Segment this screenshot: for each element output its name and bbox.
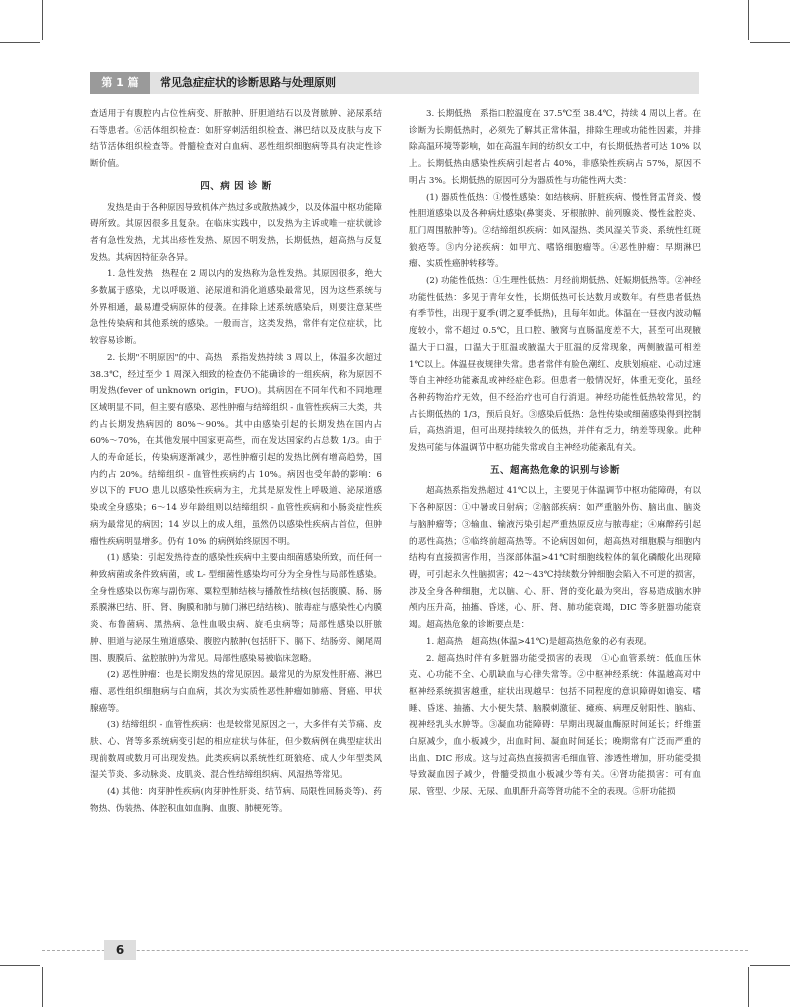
- paragraph: 查适用于有腹腔内占位性病变、肝脓肿、肝胆道结石以及肾脓肿、泌尿系结石等患者。⑥活体组织检查：如肝穿刺活组织检查、淋巴结以及皮肤与皮下结节活体组织检查等。骨髓检查对白血病、恶性组织细胞病等具有决定性诊断价值。: [90, 109, 382, 170]
- paragraph: (3) 结缔组织 - 血管性疾病：也是较常见原因之一，大多伴有关节痛、皮肤、心、肾等多系统病变引起的相应症状与体征，但少数病例在典型症状出现前数周或数月可出现发热。此类疾病以系统性红斑狼疮、成人少年型类风湿关节炎、多动脉炎、皮肌炎、混合性结缔组织病、风湿热等常见。: [90, 720, 382, 781]
- crop-mark: [750, 42, 790, 43]
- crop-mark: [0, 42, 40, 43]
- footer-rule: [42, 950, 748, 951]
- chapter-title: 常见急症症状的诊断思路与处理原则: [160, 76, 336, 89]
- crop-mark: [42, 967, 43, 1007]
- paragraph: 2. 长期"不明原因"的中、高热 系指发热持续 3 周以上，体温多次超过 38.3℃，经过至少 1 周深入细致的检查仍不能确诊的一组疾病，称为原因不明发热(fever of unknown origin，FUO)。其病因在不同年代和不同地理区域明显不同，但主要有感染、恶性肿瘤与结缔组织 - 血管性疾病三大类，共约占长期发热病因的 80%～90%。其中由感染引起的长期发热在国内占 60%～70%，在其他发展中国家更高些，而在发达国家约占总数 1/3。由于人的寿命延长，传染病逐渐减少，恶性肿瘤引起的发热比例有增高趋势，国内约占 20%。结缔组织 - 血管性疾病约占 10%。病因也受年龄的影响：6 岁以下的 FUO 患儿以感染性疾病为主，尤其是原发性上呼吸道、泌尿道感染或全身感染；6～14 岁年龄组则以结缔组织 - 血管性疾病和小肠炎症性疾病为最常见的病因；14 岁以上的成人组，虽然仍以感染性疾病占首位，但肿瘤性疾病明显增多。仍有 10% 的病例始终原因不明。: [90, 352, 382, 547]
- page-number: 6: [104, 940, 136, 960]
- paragraph: (2) 恶性肿瘤：也是长期发热的常见原因。最常见的为原发性肝癌、淋巴瘤、恶性组织细胞病与白血病，其次为实质性恶性肿瘤如肺癌、肾癌、甲状腺癌等。: [90, 670, 382, 714]
- paragraph: (1) 器质性低热：①慢性感染：如结核病、肝脏疾病、慢性肾盂肾炎、慢性胆道感染以及各种病灶感染(鼻窦炎、牙根脓肿、前列腺炎、慢性盆腔炎、肛门周围脓肿等)。②结缔组织疾病：如风湿热、类风湿关节炎、系统性红斑狼疮等。③内分泌疾病：如甲亢、嗜铬细胞瘤等。④恶性肿瘤：早期淋巴瘤、实质性癌肿转移等。: [409, 192, 701, 270]
- paragraph: 1. 急性发热 热程在 2 周以内的发热称为急性发热。其原因很多，绝大多数属于感染，尤以呼吸道、泌尿道和消化道感染最常见，因为这些系统与外界相通，最易遭受病原体的侵袭。在排除上述系统感染后，则要注意某些急性传染病和其他系统的感染。一般而言，这类发热，常伴有定位症状，比较容易诊断。: [90, 269, 382, 347]
- paragraph: (1) 感染：引起发热待查的感染性疾病中主要由细菌感染所致，而任何一种致病菌或条件致病菌，或 L- 型细菌性感染均可分为全身性与局部性感染。全身性感染以伤寒与副伤寒、粟粒型肺结核与播散性结核(包括腹膜、肠、肠系膜淋巴结、肝、肾、胸膜和肺与肺门淋巴结结核)、脓毒症与感染性心内膜炎、布鲁菌病、黑热病、急性血吸虫病、旋毛虫病等；局部性感染以肝脓肿、胆道与泌尿生殖道感染、腹腔内脓肿(包括肝下、膈下、结肠旁、阑尾周围、腹膜后、盆腔脓肿)为常见。局部性感染易被临床忽略。: [90, 553, 382, 664]
- section-heading: 五、超高热危象的识别与诊断: [489, 464, 620, 476]
- crop-mark: [0, 965, 40, 966]
- paragraph: 3. 长期低热 系指口腔温度在 37.5℃至 38.4℃，持续 4 周以上者。在诊断为长期低热时，必须先了解其正常体温，排除生理或功能性因素，并排除高温环境等影响，如在高温车间的纺织女工中，有长期低热者可达 10% 以上。长期低热由感染性疾病引起者占 40%，非感染性疾病占 57%，原因不明占 3%。长期低热的原因可分为器质性与功能性两大类：: [409, 109, 701, 186]
- paragraph: 发热是由于各种原因导致机体产热过多或散热减少，以及体温中枢功能障碍所致。其原因很多且复杂。在临床实践中，以发热为主诉或唯一症状就诊者有急性发热，尤其出疹性发热、原因不明发热，长期低热，超高热与反复发热。其病因特征杂各异。: [90, 202, 383, 263]
- crop-mark: [748, 967, 749, 1007]
- right-column: [409, 106, 701, 801]
- paragraph: 2. 超高热时伴有多脏器功能受损害的表现 ①心血管系统：低血压休克、心功能不全、心肌缺血与心律失常等。②中枢神经系统：体温越高对中枢神经系统损害越重，症状出现越早：包括不同程度的意识障碍如谵妄、嗜睡、昏迷、抽搐、大小便失禁、脑膜刺激征、瘫痪、病理反射阳性、脑疝、视神经乳头水肿等。③凝血功能障碍：早期出现凝血酶原时间延长；纤维蛋白原减少，血小板减少，出血时间、凝血时间延长；晚期常有广泛而严重的出血、DIC 形成。这与过高热直接损害毛细血管、渗透性增加，肝功能受损导致凝血因子减少，骨髓受损血小板减少等有关。④肾功能损害：可有血尿、管型、少尿、无尿、血肌酐升高等肾功能不全的表现。⑤肝功能损: [409, 653, 701, 798]
- paragraph: 超高热系指发热超过 41℃以上，主要见于体温调节中枢功能障碍，有以下各种原因：①中暑或日射病；②脑部疾病：如严重脑外伤、脑出血、脑炎与脑肿瘤等；③输血、输液污染引起严重热原反应与脓毒症；④麻醉药引起的恶性高热；⑤临终前超高热等。不论病因如何，超高热对细胞膜与细胞内结构有直接损害作用，当深部体温>41℃时细胞线粒体的氧化磷酸化出现障碍，可引起永久性脑损害；42～43℃持续数分钟细胞会陷入不可逆的损害，涉及全身各种细胞，尤以脑、心、肝、肾的变化最为突出，容易造成脑水肿颅内压升高，抽搐、昏迷，心、肝、肾、肺功能衰竭，DIC 等多脏器功能衰竭。超高热危象的诊断要点是：: [409, 486, 701, 631]
- paragraph: (4) 其他：肉芽肿性疾病(肉芽肿性肝炎、结节病、局限性回肠炎等)、药物热、伪装热、体腔积血如血胸、血腹、肺梗死等。: [90, 787, 382, 814]
- paragraph: 1. 超高热 超高热(体温>41℃)是超高热危象的必有表现。: [426, 636, 652, 647]
- chapter-label: 第 1 篇: [90, 72, 150, 94]
- left-column: [90, 106, 382, 818]
- crop-mark: [748, 0, 749, 40]
- crop-mark: [42, 0, 43, 40]
- paragraph: (2) 功能性低热：①生理性低热：月经前期低热、妊娠期低热等。②神经功能性低热：多见于青年女性，长期低热可长达数月或数年。有些患者低热有季节性，出现于夏季(谓之夏季低热)，且每年如此。体温在一昼夜内波动幅度较小，常不超过 0.5℃，且口腔、腋窝与直肠温度差不大，甚至可出现腋温大于口温，口温大于肛温或腋温大于肛温的反常现象，两侧腋温可相差 1℃以上。体温昼夜规律失常。患者常伴有脸色潮红、皮肤划痕症、心动过速等自主神经功能紊乱或神经症色彩。但患者一般情况好，体重无变化，虽经各种药物治疗无效，但不经治疗也可自行消退。神经功能性低热较常见，约占长期低热的 1/3，预后良好。③感染后低热：急性传染或细菌感染得到控制后，高热消退，但可出现持续较久的低热，并伴有乏力，纳差等现象。此种发热可能与体温调节中枢功能失常或自主神经功能紊乱有关。: [409, 276, 701, 454]
- crop-mark: [750, 965, 790, 966]
- section-heading: 四、病 因 诊 断: [200, 180, 272, 192]
